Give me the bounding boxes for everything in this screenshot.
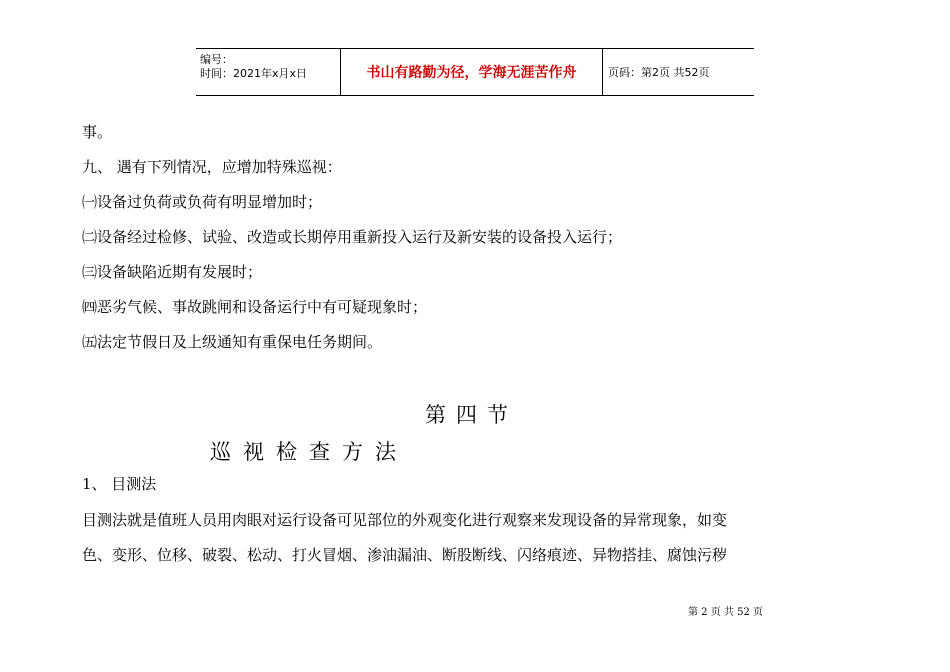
paragraph-line-2: 色、变形、位移、破裂、松动、打火冒烟、渗油漏油、断股断线、闪络痕迹、异物搭挂、腐蚀污秽: [82, 546, 728, 564]
body-line-6: ㈣恶劣气候、事故跳闸和设备运行中有可疑现象时；: [82, 298, 428, 316]
header-left-cell: [196, 49, 340, 95]
body-line-7: ㈤法定节假日及上级通知有重保电任务期间。: [82, 333, 383, 351]
body-line-1: 事。: [82, 123, 113, 141]
paragraph-line-1: 目测法就是值班人员用肉眼对运行设备可见部位的外观变化进行观察来发现设备的异常现象，如变: [82, 511, 728, 529]
number-label: 编号：: [200, 53, 233, 66]
item-1-heading: 1、 目测法: [82, 475, 157, 493]
section-subtitle: 巡视检查方法: [210, 440, 408, 464]
body-line-2: 九、 遇有下列情况，应增加特殊巡视：: [82, 158, 342, 176]
page-label: 页码：第2页 共52页: [608, 66, 710, 79]
motto: 书山有路勤为径，学海无涯苦作舟: [340, 49, 603, 95]
body-line-5: ㈢设备缺陷近期有发展时；: [82, 263, 263, 281]
section-title: 第四节: [425, 403, 518, 427]
page-footer: 第 2 页 共 52 页: [688, 607, 763, 618]
page-header: [196, 48, 754, 96]
date-label: 时间：2021年x月x日: [200, 67, 308, 80]
body-line-3: ㈠设备过负荷或负荷有明显增加时；: [82, 193, 323, 211]
body-line-4: ㈡设备经过检修、试验、改造或长期停用重新投入运行及新安装的设备投入运行；: [82, 228, 623, 246]
